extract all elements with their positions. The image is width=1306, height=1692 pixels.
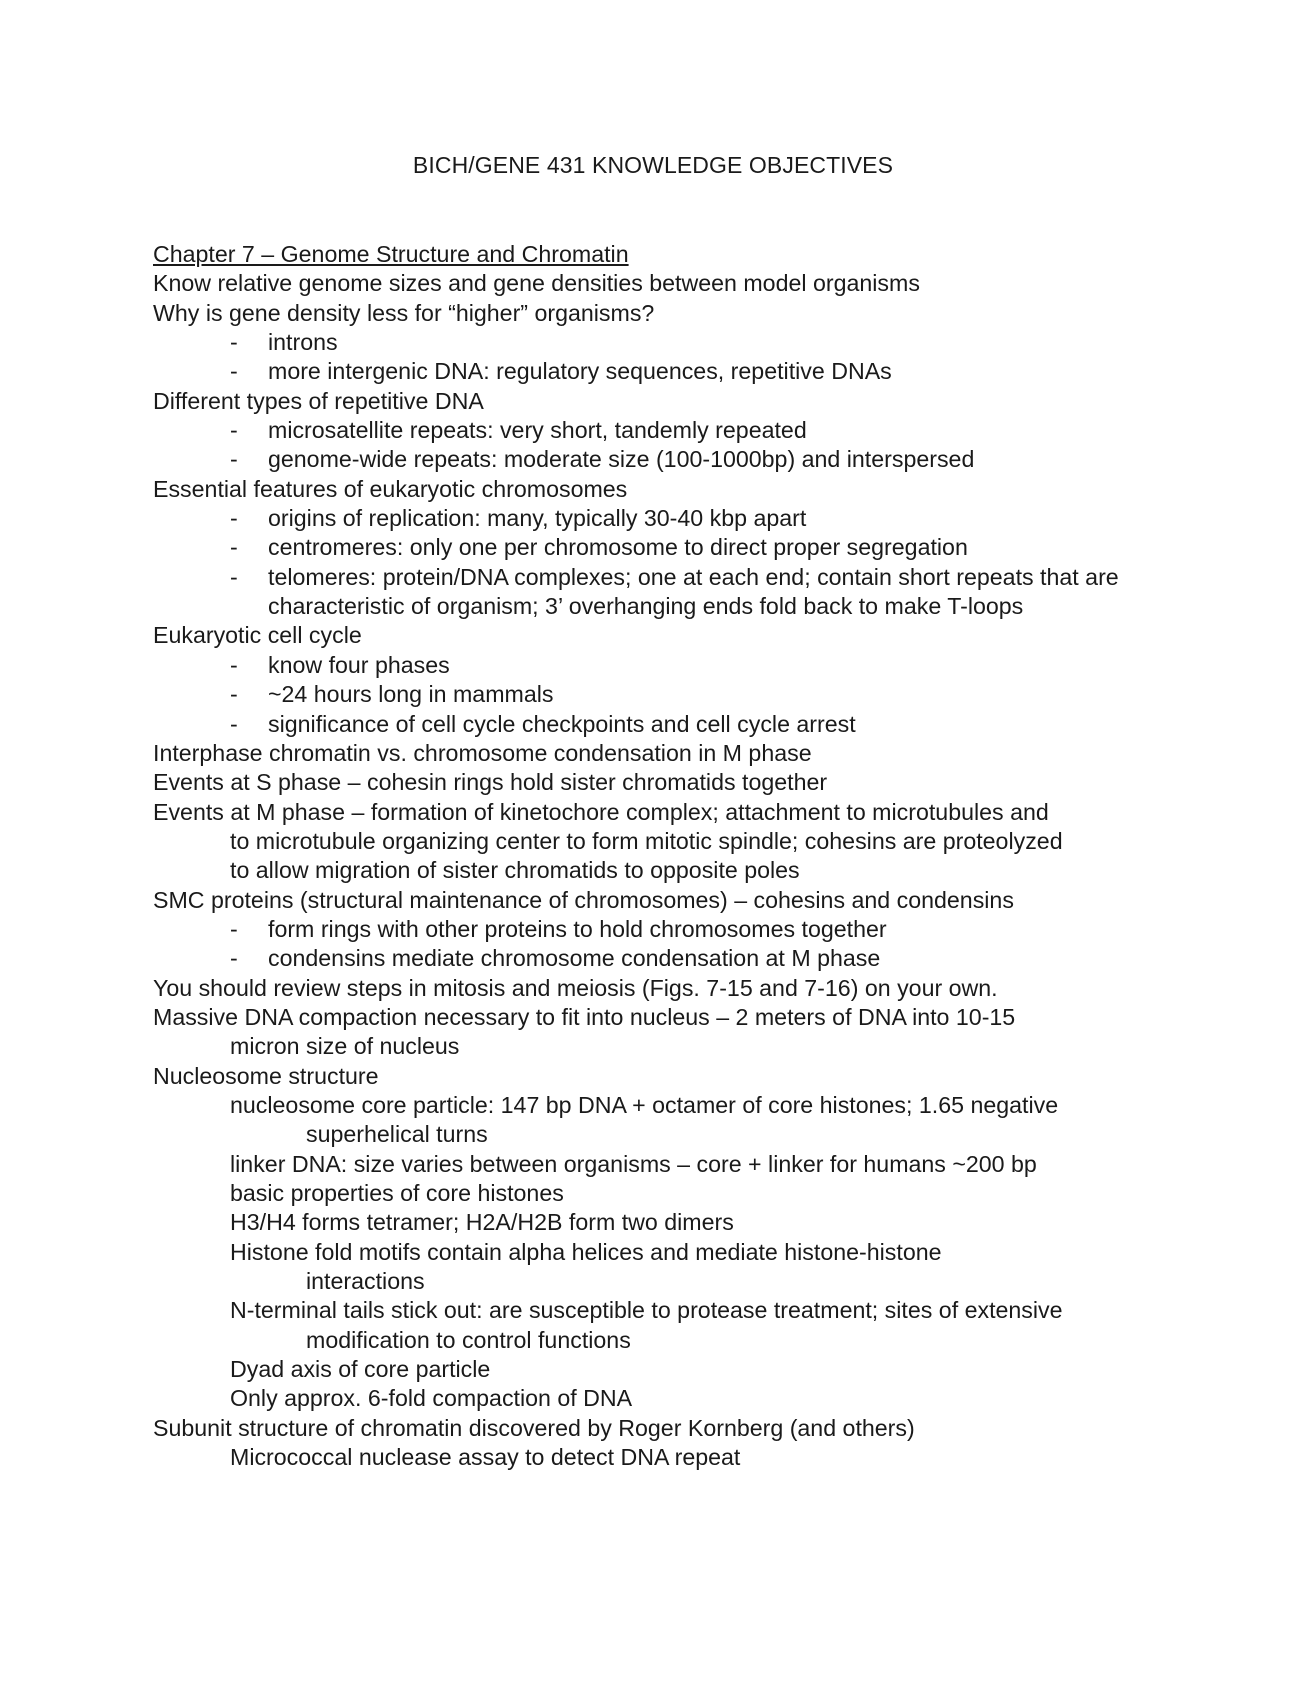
bullet-text: centromeres: only one per chromosome to direct proper segregation bbox=[268, 534, 968, 561]
objective-line: Nucleosome structure bbox=[153, 1062, 379, 1089]
objective-line: Subunit structure of chromatin discovered by Roger Kornberg (and others) bbox=[153, 1414, 915, 1441]
bullet-item bbox=[153, 915, 1163, 944]
chapter-heading: Chapter 7 – Genome Structure and Chromatin bbox=[153, 241, 629, 267]
bullet-item bbox=[153, 710, 1163, 739]
bullet-text: ~24 hours long in mammals bbox=[268, 681, 554, 708]
bullet-text: introns bbox=[268, 329, 338, 356]
sub-objective-continuation: modification to control functions bbox=[306, 1326, 631, 1353]
objective-continuation: micron size of nucleus bbox=[230, 1033, 460, 1060]
sub-objective: Only approx. 6-fold compaction of DNA bbox=[230, 1385, 633, 1412]
objective-line: SMC proteins (structural maintenance of chromosomes) – cohesins and condensins bbox=[153, 886, 1014, 913]
bullet-item bbox=[153, 533, 1163, 562]
objective-line: Events at S phase – cohesin rings hold sister chromatids together bbox=[153, 769, 828, 796]
objective-continuation: to allow migration of sister chromatids to opposite poles bbox=[230, 857, 800, 884]
bullet-text: more intergenic DNA: regulatory sequences, repetitive DNAs bbox=[268, 358, 892, 385]
bullet-item bbox=[153, 563, 1163, 622]
document-body bbox=[153, 240, 1163, 1472]
bullet-dash: - bbox=[230, 417, 238, 444]
bullet-item bbox=[153, 944, 1163, 973]
bullet-text: origins of replication: many, typically 30-40 kbp apart bbox=[268, 505, 807, 532]
bullet-dash: - bbox=[230, 945, 238, 972]
objective-line: Events at M phase – formation of kinetochore complex; attachment to microtubules and bbox=[153, 798, 1049, 825]
bullet-text: microsatellite repeats: very short, tandemly repeated bbox=[268, 417, 807, 444]
bullet-dash: - bbox=[230, 915, 238, 942]
objective-continuation: to microtubule organizing center to form mitotic spindle; cohesins are proteolyzed bbox=[230, 827, 1063, 854]
objective-line: Eukaryotic cell cycle bbox=[153, 622, 362, 649]
bullet-item bbox=[153, 328, 1163, 357]
bullet-dash: - bbox=[230, 651, 238, 678]
bullet-dash: - bbox=[230, 681, 238, 708]
bullet-item bbox=[153, 416, 1163, 445]
bullet-text: condensins mediate chromosome condensation at M phase bbox=[268, 945, 881, 972]
bullet-text: genome-wide repeats: moderate size (100-1000bp) and interspersed bbox=[268, 446, 975, 473]
sub-objective-continuation: superhelical turns bbox=[306, 1121, 488, 1148]
bullet-dash: - bbox=[230, 563, 238, 590]
objective-line: Different types of repetitive DNA bbox=[153, 387, 484, 414]
sub-objective: Histone fold motifs contain alpha helices and mediate histone-histone bbox=[230, 1238, 942, 1265]
sub-objective: N-terminal tails stick out: are susceptible to protease treatment; sites of extensive bbox=[230, 1297, 1063, 1324]
bullet-dash: - bbox=[230, 505, 238, 532]
objective-line: Essential features of eukaryotic chromosomes bbox=[153, 475, 628, 502]
bullet-item bbox=[153, 357, 1163, 386]
sub-objective: nucleosome core particle: 147 bp DNA + octamer of core histones; 1.65 negative bbox=[230, 1091, 1059, 1118]
sub-objective-continuation: interactions bbox=[306, 1268, 425, 1295]
objective-line: Why is gene density less for “higher” organisms? bbox=[153, 299, 655, 326]
bullet-item bbox=[153, 445, 1163, 474]
bullet-text: know four phases bbox=[268, 651, 450, 678]
sub-objective: H3/H4 forms tetramer; H2A/H2B form two dimers bbox=[230, 1209, 734, 1236]
sub-objective: Micrococcal nuclease assay to detect DNA repeat bbox=[230, 1444, 741, 1471]
objective-line: Interphase chromatin vs. chromosome condensation in M phase bbox=[153, 739, 812, 766]
objective-line: You should review steps in mitosis and meiosis (Figs. 7-15 and 7-16) on your own. bbox=[153, 974, 998, 1001]
bullet-dash: - bbox=[230, 710, 238, 737]
bullet-dash: - bbox=[230, 329, 238, 356]
sub-objective: Dyad axis of core particle bbox=[230, 1356, 491, 1383]
bullet-text: telomeres: protein/DNA complexes; one at each end; contain short repeats that are characteristic of organism; 3’ overhanging ends fold back to make T-loops bbox=[268, 563, 1119, 620]
objective-line: Know relative genome sizes and gene densities between model organisms bbox=[153, 270, 920, 297]
bullet-item bbox=[153, 504, 1163, 533]
objective-line: Massive DNA compaction necessary to fit into nucleus – 2 meters of DNA into 10-15 bbox=[153, 1003, 1016, 1030]
bullet-text: significance of cell cycle checkpoints and cell cycle arrest bbox=[268, 710, 856, 737]
document-title: BICH/GENE 431 KNOWLEDGE OBJECTIVES bbox=[412, 152, 894, 178]
bullet-dash: - bbox=[230, 446, 238, 473]
sub-objective: linker DNA: size varies between organisms – core + linker for humans ~200 bp bbox=[230, 1150, 1037, 1177]
bullet-item bbox=[153, 680, 1163, 709]
sub-objective: basic properties of core histones bbox=[230, 1180, 564, 1206]
bullet-dash: - bbox=[230, 534, 238, 561]
bullet-text: form rings with other proteins to hold chromosomes together bbox=[268, 915, 887, 942]
bullet-dash: - bbox=[230, 358, 238, 385]
bullet-item bbox=[153, 651, 1163, 680]
